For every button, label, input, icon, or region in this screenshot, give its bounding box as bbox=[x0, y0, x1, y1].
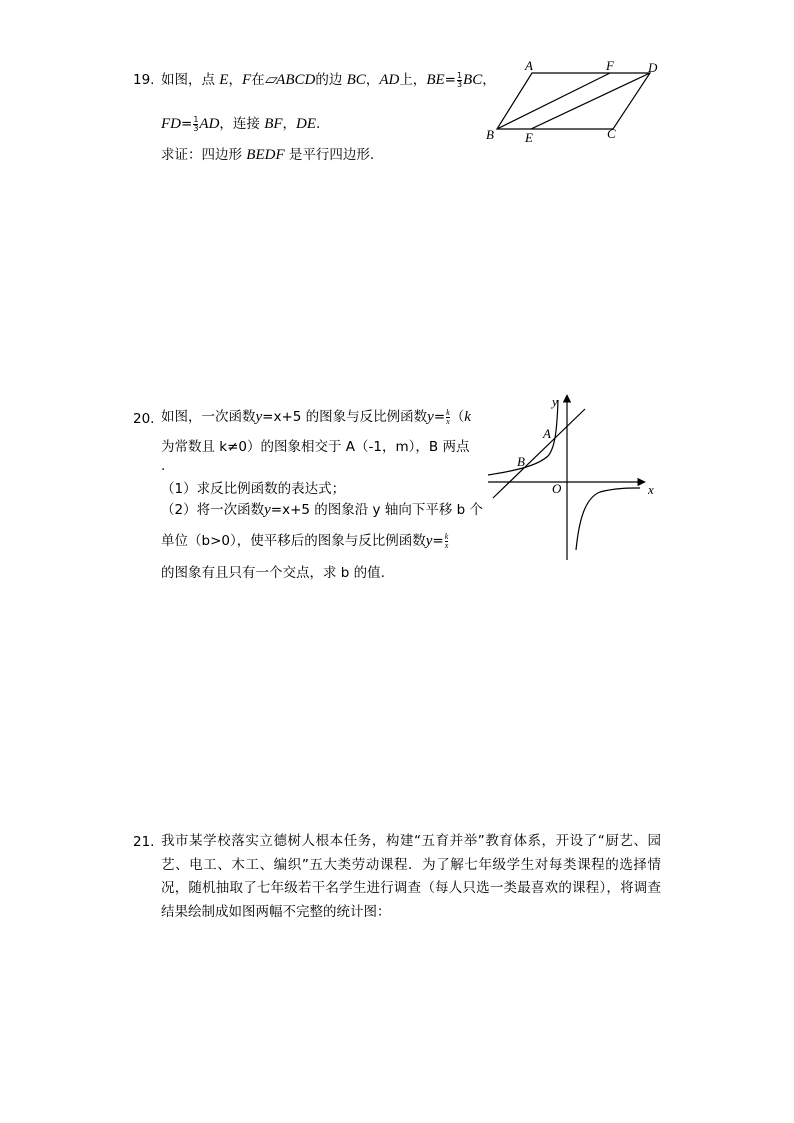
label-a: A bbox=[543, 426, 551, 441]
question-number: 19. bbox=[133, 72, 155, 88]
q20-line-3: . bbox=[161, 458, 166, 474]
label-e: E bbox=[525, 130, 533, 145]
label-f: F bbox=[606, 58, 614, 73]
linear-function-line bbox=[493, 409, 585, 498]
parallelogram-abcd bbox=[497, 73, 650, 129]
q20-line-6: 单位（b>0），使平移后的图象与反比例函数y= $\frac{k}{x}$ bbox=[161, 531, 449, 550]
label-b: B bbox=[486, 127, 494, 142]
label-d: D bbox=[648, 60, 658, 75]
q19-line-1: 如图，点 E，F在▱ABCD的边 BC，AD上，BE= $\frac{1}{3}$ BC， bbox=[161, 70, 496, 89]
label-b: B bbox=[517, 454, 525, 469]
fraction: $\frac{1}{3}$ bbox=[193, 114, 199, 133]
question-number: 21. bbox=[133, 834, 155, 850]
parallelogram-figure bbox=[480, 55, 670, 150]
fraction: $\frac{k}{x}$ bbox=[446, 407, 450, 426]
label-x: x bbox=[648, 482, 654, 497]
q20-line-5: （2）将一次函数y=x+5 的图象沿 y 轴向下平移 b 个 bbox=[161, 502, 483, 518]
fraction: $\frac{1}{3}$ bbox=[456, 70, 463, 89]
label-c: C bbox=[607, 126, 616, 141]
q20-line-7: 的图象有且只有一个交点，求 b 的值. bbox=[161, 565, 385, 581]
fraction: $\frac{k}{x}$ bbox=[444, 531, 449, 550]
function-graph bbox=[480, 390, 665, 570]
q19-line-2: FD= $\frac{1}{3}$ AD，连接 BF，DE. bbox=[161, 114, 321, 133]
label-y: y bbox=[552, 394, 558, 409]
label-o: O bbox=[552, 481, 562, 496]
label-a: A bbox=[525, 58, 533, 73]
hyperbola-branch-right bbox=[576, 488, 640, 550]
q20-line-1: 如图，一次函数y=x+5 的图象与反比例函数y= $\frac{k}{x}$ （k bbox=[161, 407, 471, 426]
question-number: 20. bbox=[133, 411, 155, 427]
q20-line-2: 为常数且 k≠0）的图象相交于 A（-1，m），B 两点 bbox=[161, 439, 470, 455]
q20-line-4: （1）求反比例函数的表达式； bbox=[161, 481, 346, 497]
q21-text: 我市某学校落实立德树人根本任务，构建“五育并举”教育体系，开设了“厨艺、园艺、电工、木工、编织”五大类劳动课程．为了解七年级学生对每类课程的选择情况，随机抽取了七年级若干名学生进行调查（每人只选一类最喜欢的课程），将调查结果绘制成如图两幅不完整的统计图： bbox=[161, 833, 661, 920]
q19-line-3: 求证：四边形 BEDF 是平行四边形. bbox=[161, 147, 375, 163]
